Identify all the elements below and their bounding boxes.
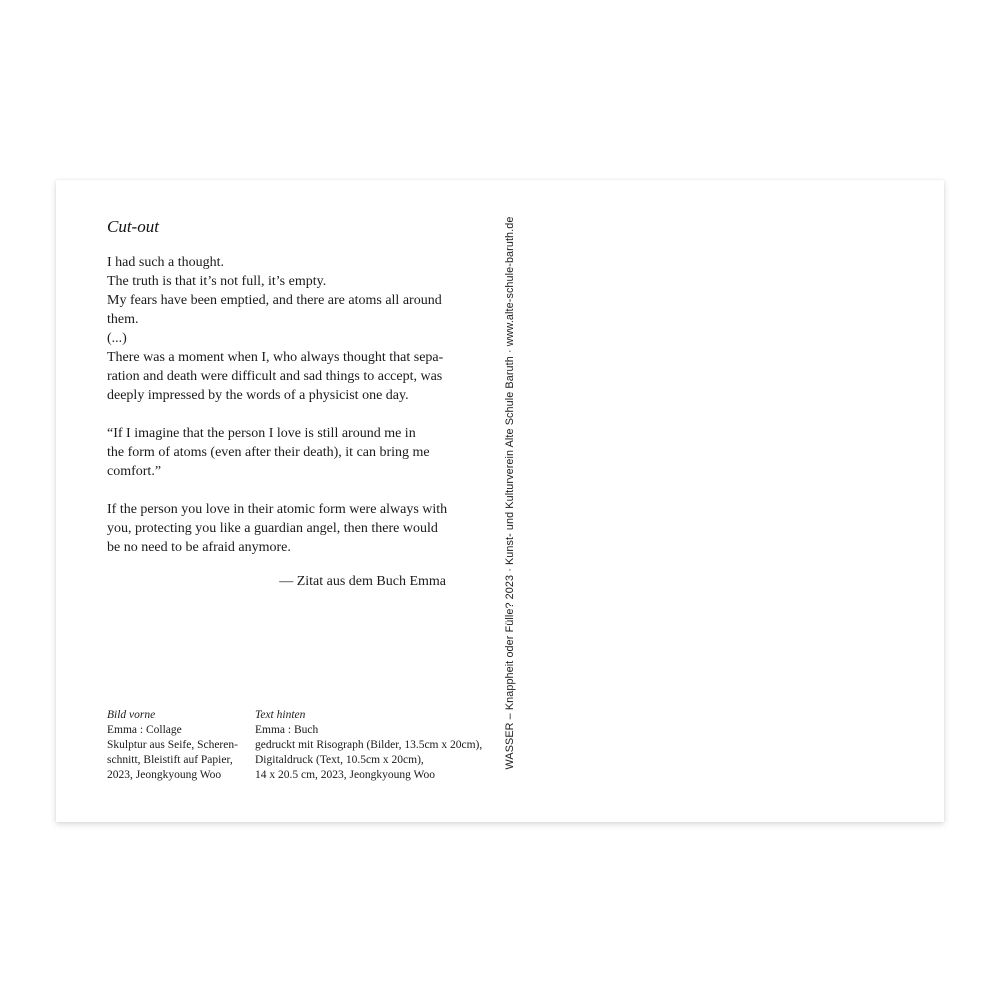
credit-line: Emma : Buch — [255, 724, 319, 736]
body-line: “If I imagine that the person I love is still around me in — [107, 426, 416, 441]
body-line: There was a moment when I, who always thought that sepa- — [107, 350, 444, 365]
body-line: ration and death were difficult and sad things to accept, was — [107, 369, 443, 384]
credit-line: gedruckt mit Risograph (Bilder, 13.5cm x 20cm), — [255, 739, 483, 751]
body-line: be no need to be afraid anymore. — [107, 540, 291, 555]
exhibition-info: WASSER – Knappheit oder Fülle? 2023 · Kunst- und Kulturverein Alte Schule Baruth · www.alte-schule-baruth.de — [504, 216, 516, 770]
credit-line: 14 x 20.5 cm, 2023, Jeongkyoung Woo — [255, 769, 435, 781]
body-line: If the person you love in their atomic form were always with — [107, 502, 448, 517]
paragraph-gap — [107, 405, 452, 424]
credit-line: 2023, Jeongkyoung Woo — [107, 769, 222, 781]
body-line: comfort.” — [107, 464, 162, 479]
quote-attribution: — Zitat aus dem Buch Emma — [279, 574, 446, 589]
front-image-credit — [107, 708, 238, 783]
credit-heading: Text hinten — [255, 709, 306, 721]
body-line: My fears have been emptied, and there are atoms all around — [107, 293, 442, 308]
body-line: you, protecting you like a guardian angel, then there would — [107, 521, 438, 536]
body-line: them. — [107, 312, 139, 327]
credit-line: Digitaldruck (Text, 10.5cm x 20cm), — [255, 754, 424, 766]
body-line: the form of atoms (even after their death), it can bring me — [107, 445, 430, 460]
body-line: (...) — [107, 331, 127, 346]
body-line: The truth is that it’s not full, it’s empty. — [107, 274, 327, 289]
credit-heading: Bild vorne — [107, 709, 156, 721]
credit-line: Emma : Collage — [107, 724, 182, 736]
body-line: deeply impressed by the words of a physicist one day. — [107, 388, 409, 403]
quote-body — [107, 253, 452, 557]
card-title: Cut-out — [107, 217, 159, 236]
paragraph-gap — [107, 481, 452, 500]
vertical-divider-text — [500, 202, 520, 784]
body-line: I had such a thought. — [107, 255, 225, 270]
postcard — [56, 180, 944, 822]
credit-line: Skulptur aus Seife, Scheren- — [107, 739, 238, 751]
back-text-credit — [255, 708, 482, 783]
credit-line: schnitt, Bleistift auf Papier, — [107, 754, 233, 766]
